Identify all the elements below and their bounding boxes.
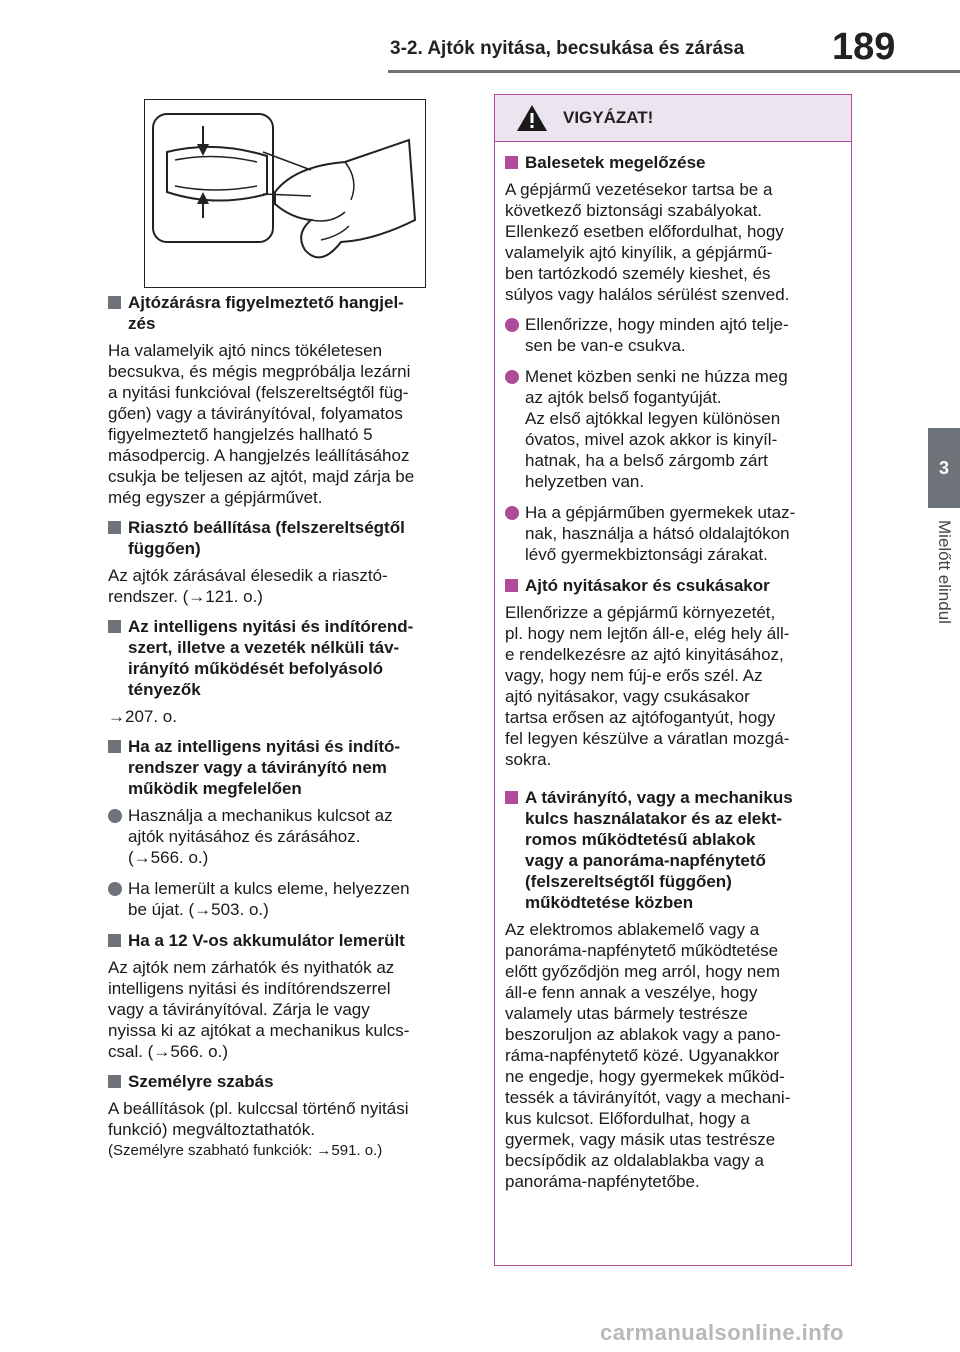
paragraph: Ha valamelyik ajtó nincs tökéletesen becsukva, és mégis megpróbálja lezárni a nyitási funkcióval (felszereltségtől füg- gően) vagy a távirányítóval, folyamatos figyelmeztető hangjelzés hallható 5 másodpercig. A hangjelzés leállításához csukja be teljesen az ajtót, majd zárja be még egyszer a gépjárművet. [108,341,415,507]
heading-customization [108,1071,466,1092]
chapter-tab [928,428,960,508]
square-bullet-icon [108,1075,121,1088]
list-item-text: Ha lemerült a kulcs eleme, helyezzen be újat. (→503. o.) [128,879,410,919]
circle-bullet-icon [108,809,122,823]
list-item [108,878,466,920]
paragraph: Az elektromos ablakemelő vagy a panoráma-napfénytető működtetése előtt győződjön meg arról, hogy nem áll-e fenn annak a veszélye, hogy valamely utas bármely testrésze beszoruljon az ablakok vagy a pano- ráma-napfénytető közé. Ugyanakkor ne engedje, hogy gyermekek működ- tessék a távirányítót, vagy a mechani- kus kulcsot. Előfordulhat, hogy a gyermek, vagy másik utas testrésze becsípődik az oldalablakba vagy a panoráma-napfénytetőbe. [505,920,791,1191]
warning-header [495,95,851,142]
heading-text: Ajtó nyitásakor és csukásakor [525,576,770,595]
square-bullet-icon [108,934,121,947]
heading-alarm [108,517,466,559]
chapter-label-text: Mielőtt elindul [935,520,954,624]
left-column [108,292,466,1170]
heading-door-lock-buzzer [108,292,466,334]
square-bullet-icon [108,740,121,753]
square-bullet-icon [108,521,121,534]
heading-text: Személyre szabás [128,1072,274,1091]
list-item [505,502,841,565]
list-item [505,314,841,356]
list-item [505,366,841,492]
header-rule [388,70,960,73]
square-bullet-icon [108,296,121,309]
list-item-text: Használja a mechanikus kulcsot az ajtók nyitásához és zárásához. (→566. o.) [128,806,393,867]
chapter-number: 3 [938,457,949,478]
paragraph: Ellenőrizze a gépjármű környezetét, pl. hogy nem lejtőn áll-e, elég hely áll- e rendelkezésre az ajtó kinyitásához, vagy, hogy nem fúj-e erős szél. Az ajtó nyitásakor, vagy csukásakor tartsa erősen az ajtófogantyút, hogy fel legyen készülve a váratlan mozgá- sokra. [505,603,790,769]
heading-text: Ajtózárásra figyelmeztető hangjel- zés [128,293,404,333]
list-item [108,805,466,868]
chapter-label [932,520,956,670]
watermark: carmanualsonline.info [600,1320,844,1345]
square-bullet-icon [505,156,518,169]
paragraph: Az ajtók zárásával élesedik a riasztó- rendszer. (→121. o.) [108,566,388,606]
circle-bullet-icon [505,506,519,520]
square-bullet-icon [505,791,518,804]
warning-title: VIGYÁZAT! [563,108,654,127]
heading-remote-windows [505,787,841,913]
square-bullet-icon [505,579,518,592]
page-number: 189 [832,26,896,68]
heading-smart-entry-factors [108,616,466,700]
circle-bullet-icon [505,318,519,332]
heading-smart-entry-malfunction [108,736,466,799]
heading-door-opening [505,575,841,596]
warning-triangle-icon [515,103,549,133]
warning-box [494,94,852,1266]
paragraph: Az ajtók nem zárhatók és nyithatók az intelligens nyitási és indítórendszerrel vagy a távirányítóval. Zárja le vagy nyissa ki az ajtókat a mechanikus kulcs- csal. (→566. o.) [108,958,410,1061]
heading-text: A távirányító, vagy a mechanikus kulcs használatakor és az elekt- romos működtetésű ablakok vagy a panoráma-napfénytető (felszereltségtől függően) működtetése közben [525,788,793,912]
list-item-text: Ha a gépjárműben gyermekek utaz- nak, használja a hátsó oldalajtókon lévő gyermekbiztonsági zárakat. [525,503,796,564]
heading-text: Balesetek megelőzése [525,153,706,172]
heading-battery-discharged [108,930,466,951]
heading-accident-prevention [505,152,841,173]
circle-bullet-icon [108,882,122,896]
warning-body [495,142,851,1192]
list-item-text: Menet közben senki ne húzza meg az ajtók belső fogantyúját. Az első ajtókkal legyen különösen óvatos, mivel azok akkor is kinyíl- hatnak, ha a belső zárgomb zárt helyzetben van. [525,367,788,491]
circle-bullet-icon [505,370,519,384]
heading-text: Riasztó beállítása (felszereltségtől függően) [128,518,405,558]
paragraph: A gépjármű vezetésekor tartsa be a következő biztonsági szabályokat. Ellenkező esetben előfordulhat, hogy valamelyik ajtó kinyílik, a gépjármű- ben tartózkodó személy kieshet, és súlyos vagy halálos sérülést szenved. [505,180,790,304]
section-title: 3-2. Ajtók nyitása, becsukása és zárása [390,38,745,59]
list-item-text: Ellenőrizze, hogy minden ajtó telje- sen be van-e csukva. [525,315,789,355]
hand-pressing-handle-icon [145,100,424,286]
paragraph: A beállítások (pl. kulccsal történő nyitási funkció) megváltoztathatók. [108,1099,409,1139]
door-handle-illustration [144,99,426,288]
square-bullet-icon [108,620,121,633]
paragraph-small: (Személyre szabható funkciók: →591. o.) [108,1142,383,1159]
paragraph: →207. o. [108,707,177,726]
heading-text: Ha a 12 V-os akkumulátor lemerült [128,931,405,950]
heading-text: Ha az intelligens nyitási és indító- rendszer vagy a távirányító nem működik megfelelően [128,737,401,798]
heading-text: Az intelligens nyitási és indítórend- szert, illetve a vezeték nélküli táv- irányító működését befolyásoló tényezők [128,617,414,699]
